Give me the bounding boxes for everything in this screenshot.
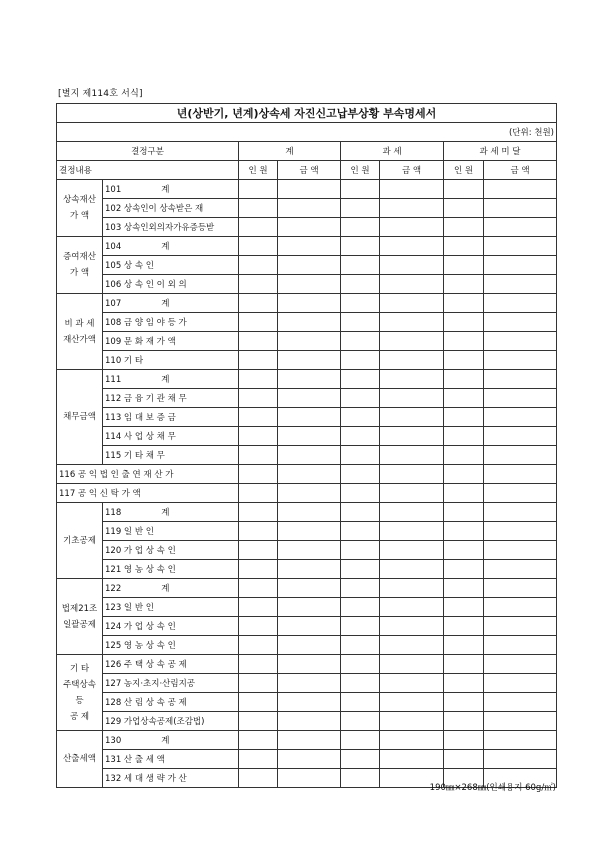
value-cell[interactable]	[239, 256, 278, 275]
item-label: 103 상속인외의자가유증등받	[103, 218, 239, 237]
category-label: 채무금액	[57, 370, 103, 465]
value-cell[interactable]	[341, 256, 380, 275]
value-cell[interactable]	[484, 541, 557, 560]
value-cell[interactable]	[278, 351, 341, 370]
table-row	[57, 484, 557, 503]
value-cell[interactable]	[341, 693, 380, 712]
value-cell[interactable]	[484, 636, 557, 655]
table-row	[57, 237, 557, 256]
value-cell[interactable]	[341, 275, 380, 294]
value-cell[interactable]	[484, 218, 557, 237]
value-cell[interactable]	[278, 389, 341, 408]
value-cell[interactable]	[484, 389, 557, 408]
value-cell[interactable]	[239, 655, 278, 674]
value-cell[interactable]	[444, 427, 484, 446]
item-label: 112 금 융 기 관 채 무	[103, 389, 239, 408]
value-cell[interactable]	[444, 674, 484, 693]
value-cell[interactable]	[278, 294, 341, 313]
subcol-header: 금 액	[484, 161, 557, 180]
value-cell[interactable]	[341, 237, 380, 256]
value-cell[interactable]	[380, 237, 444, 256]
value-cell[interactable]	[380, 465, 444, 484]
item-label	[103, 503, 239, 522]
value-cell[interactable]	[444, 484, 484, 503]
value-cell[interactable]	[341, 218, 380, 237]
value-cell[interactable]	[239, 674, 278, 693]
value-cell[interactable]	[278, 218, 341, 237]
paper-size-note: 190㎜×268㎜(인쇄용지 60g/㎡)	[429, 783, 556, 793]
value-cell[interactable]	[444, 218, 484, 237]
item-number: 104	[105, 242, 122, 252]
value-cell[interactable]	[278, 522, 341, 541]
item-label	[103, 180, 239, 199]
table-row	[57, 503, 557, 522]
value-cell[interactable]	[239, 560, 278, 579]
value-cell[interactable]	[484, 180, 557, 199]
table-row	[57, 332, 557, 351]
value-cell[interactable]	[239, 579, 278, 598]
value-cell[interactable]	[380, 408, 444, 427]
value-cell[interactable]	[341, 750, 380, 769]
value-cell[interactable]	[239, 693, 278, 712]
value-cell[interactable]	[380, 446, 444, 465]
value-cell[interactable]	[484, 693, 557, 712]
value-cell[interactable]	[341, 484, 380, 503]
value-cell[interactable]	[380, 541, 444, 560]
subcol-header: 금 액	[380, 161, 444, 180]
value-cell[interactable]	[278, 693, 341, 712]
value-cell[interactable]	[484, 579, 557, 598]
value-cell[interactable]	[444, 370, 484, 389]
value-cell[interactable]	[484, 731, 557, 750]
value-cell[interactable]	[380, 674, 444, 693]
item-label: 계	[161, 242, 170, 252]
value-cell[interactable]	[239, 636, 278, 655]
table-row	[57, 313, 557, 332]
value-cell[interactable]	[341, 199, 380, 218]
value-cell[interactable]	[444, 294, 484, 313]
value-cell[interactable]	[380, 579, 444, 598]
value-cell[interactable]	[239, 199, 278, 218]
table-row	[57, 560, 557, 579]
value-cell[interactable]	[444, 256, 484, 275]
value-cell[interactable]	[341, 503, 380, 522]
value-cell[interactable]	[278, 446, 341, 465]
value-cell[interactable]	[239, 351, 278, 370]
table-row	[57, 636, 557, 655]
value-cell[interactable]	[380, 199, 444, 218]
value-cell[interactable]	[341, 731, 380, 750]
value-cell[interactable]	[484, 598, 557, 617]
item-label: 120 가 업 상 속 인	[103, 541, 239, 560]
value-cell[interactable]	[380, 294, 444, 313]
table-row	[57, 579, 557, 598]
corner-top-label: 결정구분	[57, 142, 239, 161]
value-cell[interactable]	[341, 598, 380, 617]
item-number: 111	[105, 375, 122, 385]
value-cell[interactable]	[239, 427, 278, 446]
table-row	[57, 218, 557, 237]
value-cell[interactable]	[239, 408, 278, 427]
value-cell[interactable]	[278, 370, 341, 389]
table-row	[57, 541, 557, 560]
item-label: 109 문 화 재 가 액	[103, 332, 239, 351]
value-cell[interactable]	[239, 370, 278, 389]
value-cell[interactable]	[278, 313, 341, 332]
table-row	[57, 180, 557, 199]
value-cell[interactable]	[278, 180, 341, 199]
category-label: 기 타 주택상속 등 공 제	[57, 655, 103, 731]
item-label: 129 가업상속공제(조감법)	[103, 712, 239, 731]
item-label	[103, 731, 239, 750]
value-cell[interactable]	[239, 484, 278, 503]
value-cell[interactable]	[341, 712, 380, 731]
value-cell[interactable]	[278, 750, 341, 769]
value-cell[interactable]	[341, 332, 380, 351]
item-label: 계	[161, 508, 170, 518]
value-cell[interactable]	[444, 199, 484, 218]
form-number-label: [별지 제114호 서식]	[58, 89, 143, 99]
value-cell[interactable]	[444, 180, 484, 199]
value-cell[interactable]	[380, 275, 444, 294]
value-cell[interactable]	[444, 465, 484, 484]
value-cell[interactable]	[444, 408, 484, 427]
category-label: 산출세액	[57, 731, 103, 788]
value-cell[interactable]	[278, 237, 341, 256]
table-row	[57, 427, 557, 446]
table-row	[57, 731, 557, 750]
value-cell[interactable]	[444, 503, 484, 522]
value-cell[interactable]	[239, 294, 278, 313]
category-label: 법제21조 일괄공제	[57, 579, 103, 655]
category-label: 비 과 세 재산가액	[57, 294, 103, 370]
category-label: 증여재산 가 액	[57, 237, 103, 294]
value-cell[interactable]	[341, 674, 380, 693]
value-cell[interactable]	[278, 617, 341, 636]
value-cell[interactable]	[278, 731, 341, 750]
value-cell[interactable]	[239, 237, 278, 256]
value-cell[interactable]	[380, 617, 444, 636]
value-cell[interactable]	[341, 389, 380, 408]
value-cell[interactable]	[484, 617, 557, 636]
value-cell[interactable]	[380, 503, 444, 522]
value-cell[interactable]	[278, 256, 341, 275]
group-taxable: 과 세	[341, 142, 444, 161]
item-label: 114 사 업 상 채 무	[103, 427, 239, 446]
value-cell[interactable]	[484, 465, 557, 484]
value-cell[interactable]	[380, 389, 444, 408]
item-label	[103, 294, 239, 313]
value-cell[interactable]	[484, 560, 557, 579]
value-cell[interactable]	[444, 579, 484, 598]
value-cell[interactable]	[484, 275, 557, 294]
item-label: 124 가 업 상 속 인	[103, 617, 239, 636]
value-cell[interactable]	[484, 237, 557, 256]
item-label: 125 영 농 상 속 인	[103, 636, 239, 655]
value-cell[interactable]	[444, 617, 484, 636]
item-number: 118	[105, 508, 122, 518]
value-cell[interactable]	[444, 332, 484, 351]
value-cell[interactable]	[484, 674, 557, 693]
value-cell[interactable]	[444, 351, 484, 370]
item-label: 105 상 속 인	[103, 256, 239, 275]
value-cell[interactable]	[278, 636, 341, 655]
item-label: 119 일 반 인	[103, 522, 239, 541]
item-label: 계	[161, 584, 170, 594]
value-cell[interactable]	[278, 503, 341, 522]
value-cell[interactable]	[484, 408, 557, 427]
value-cell[interactable]	[380, 598, 444, 617]
table-row	[57, 617, 557, 636]
value-cell[interactable]	[484, 522, 557, 541]
value-cell[interactable]	[484, 712, 557, 731]
value-cell[interactable]	[484, 484, 557, 503]
item-label: 132 세 대 생 략 가 산	[103, 769, 239, 788]
item-label: 113 임 대 보 증 금	[103, 408, 239, 427]
item-label	[103, 237, 239, 256]
table-row	[57, 351, 557, 370]
item-label: 131 산 출 세 액	[103, 750, 239, 769]
value-cell[interactable]	[380, 750, 444, 769]
item-label	[103, 370, 239, 389]
value-cell[interactable]	[341, 313, 380, 332]
value-cell[interactable]	[341, 636, 380, 655]
item-number: 130	[105, 736, 122, 746]
value-cell[interactable]	[341, 522, 380, 541]
item-label: 123 일 반 인	[103, 598, 239, 617]
value-cell[interactable]	[239, 522, 278, 541]
value-cell[interactable]	[278, 560, 341, 579]
value-cell[interactable]	[484, 199, 557, 218]
value-cell[interactable]	[380, 370, 444, 389]
item-label: 계	[161, 736, 170, 746]
value-cell[interactable]	[444, 598, 484, 617]
table-row	[57, 712, 557, 731]
group-nontaxable: 과 세 미 달	[444, 142, 557, 161]
value-cell[interactable]	[278, 541, 341, 560]
value-cell[interactable]	[484, 294, 557, 313]
table-row	[57, 655, 557, 674]
value-cell[interactable]	[444, 446, 484, 465]
subcol-header: 인 원	[341, 161, 380, 180]
item-label: 102 상속인이 상속받은 재	[103, 199, 239, 218]
value-cell[interactable]	[484, 313, 557, 332]
value-cell[interactable]	[444, 313, 484, 332]
unit-label: (단위: 천원)	[57, 123, 557, 142]
value-cell[interactable]	[341, 560, 380, 579]
table-row	[57, 370, 557, 389]
value-cell[interactable]	[444, 636, 484, 655]
value-cell[interactable]	[380, 218, 444, 237]
table-row	[57, 199, 557, 218]
value-cell[interactable]	[444, 541, 484, 560]
value-cell[interactable]	[380, 522, 444, 541]
value-cell[interactable]	[239, 465, 278, 484]
value-cell[interactable]	[341, 427, 380, 446]
value-cell[interactable]	[341, 465, 380, 484]
item-label: 117 공 익 신 탁 가 액	[57, 484, 239, 503]
item-label: 116 공 익 법 인 출 연 재 산 가	[57, 465, 239, 484]
value-cell[interactable]	[484, 750, 557, 769]
value-cell[interactable]	[341, 541, 380, 560]
value-cell[interactable]	[239, 332, 278, 351]
value-cell[interactable]	[239, 617, 278, 636]
value-cell[interactable]	[341, 351, 380, 370]
value-cell[interactable]	[484, 332, 557, 351]
value-cell[interactable]	[380, 560, 444, 579]
group-total: 계	[239, 142, 341, 161]
value-cell[interactable]	[239, 750, 278, 769]
value-cell[interactable]	[341, 408, 380, 427]
value-cell[interactable]	[380, 427, 444, 446]
value-cell[interactable]	[239, 180, 278, 199]
value-cell[interactable]	[444, 712, 484, 731]
value-cell[interactable]	[278, 674, 341, 693]
value-cell[interactable]	[484, 351, 557, 370]
value-cell[interactable]	[380, 180, 444, 199]
value-cell[interactable]	[484, 446, 557, 465]
value-cell[interactable]	[278, 465, 341, 484]
value-cell[interactable]	[341, 180, 380, 199]
value-cell[interactable]	[380, 313, 444, 332]
value-cell[interactable]	[380, 484, 444, 503]
value-cell[interactable]	[444, 237, 484, 256]
item-label: 127 농지·초지·산림지공	[103, 674, 239, 693]
value-cell[interactable]	[341, 294, 380, 313]
table-row	[57, 256, 557, 275]
value-cell[interactable]	[341, 579, 380, 598]
value-cell[interactable]	[278, 712, 341, 731]
value-cell[interactable]	[380, 351, 444, 370]
item-number: 122	[105, 584, 122, 594]
statement-table	[56, 103, 557, 788]
value-cell[interactable]	[484, 655, 557, 674]
value-cell[interactable]	[239, 275, 278, 294]
value-cell[interactable]	[278, 199, 341, 218]
value-cell[interactable]	[278, 408, 341, 427]
item-number: 107	[105, 299, 122, 309]
value-cell[interactable]	[380, 332, 444, 351]
table-row	[57, 275, 557, 294]
value-cell[interactable]	[278, 579, 341, 598]
value-cell[interactable]	[444, 275, 484, 294]
value-cell[interactable]	[444, 750, 484, 769]
value-cell[interactable]	[341, 655, 380, 674]
value-cell[interactable]	[278, 655, 341, 674]
table-row	[57, 674, 557, 693]
corner-bottom-label: 결정내용	[57, 161, 239, 180]
item-label: 계	[161, 375, 170, 385]
table-row	[57, 294, 557, 313]
value-cell[interactable]	[444, 731, 484, 750]
value-cell[interactable]	[278, 275, 341, 294]
value-cell[interactable]	[484, 370, 557, 389]
value-cell[interactable]	[341, 446, 380, 465]
item-label: 128 산 림 상 속 공 제	[103, 693, 239, 712]
value-cell[interactable]	[278, 332, 341, 351]
item-label: 110 기 타	[103, 351, 239, 370]
value-cell[interactable]	[380, 636, 444, 655]
value-cell[interactable]	[239, 541, 278, 560]
value-cell[interactable]	[239, 446, 278, 465]
value-cell[interactable]	[444, 560, 484, 579]
subcol-header: 인 원	[239, 161, 278, 180]
item-label: 106 상 속 인 이 외 의	[103, 275, 239, 294]
item-label: 121 영 농 상 속 인	[103, 560, 239, 579]
value-cell[interactable]	[444, 389, 484, 408]
item-label	[103, 579, 239, 598]
item-label: 115 기 타 채 무	[103, 446, 239, 465]
value-cell[interactable]	[239, 503, 278, 522]
value-cell[interactable]	[484, 427, 557, 446]
value-cell[interactable]	[239, 313, 278, 332]
value-cell[interactable]	[239, 712, 278, 731]
value-cell[interactable]	[239, 218, 278, 237]
table-row	[57, 598, 557, 617]
value-cell[interactable]	[278, 484, 341, 503]
value-cell[interactable]	[341, 370, 380, 389]
value-cell[interactable]	[444, 522, 484, 541]
table-row	[57, 408, 557, 427]
table-row	[57, 446, 557, 465]
subcol-header: 인 원	[444, 161, 484, 180]
value-cell[interactable]	[444, 693, 484, 712]
table-row	[57, 750, 557, 769]
value-cell[interactable]	[239, 389, 278, 408]
value-cell[interactable]	[380, 712, 444, 731]
value-cell[interactable]	[380, 655, 444, 674]
subcol-header: 금 액	[278, 161, 341, 180]
value-cell[interactable]	[484, 256, 557, 275]
value-cell[interactable]	[380, 731, 444, 750]
value-cell[interactable]	[444, 655, 484, 674]
value-cell[interactable]	[278, 598, 341, 617]
value-cell[interactable]	[380, 256, 444, 275]
value-cell[interactable]	[341, 617, 380, 636]
table-row	[57, 693, 557, 712]
value-cell[interactable]	[239, 598, 278, 617]
item-label: 계	[161, 185, 170, 195]
table-row	[57, 465, 557, 484]
table-row	[57, 522, 557, 541]
table-row	[57, 389, 557, 408]
value-cell[interactable]	[484, 503, 557, 522]
value-cell[interactable]	[278, 427, 341, 446]
item-label: 126 주 택 상 속 공 제	[103, 655, 239, 674]
item-label: 계	[161, 299, 170, 309]
value-cell[interactable]	[380, 693, 444, 712]
value-cell[interactable]	[239, 731, 278, 750]
category-label: 기초공제	[57, 503, 103, 579]
form-title: 년(상반기, 년계)상속세 자진신고납부상황 부속명세서	[57, 104, 557, 123]
category-label: 상속재산 가 액	[57, 180, 103, 237]
item-label: 108 금 양 임 야 등 가	[103, 313, 239, 332]
item-number: 101	[105, 185, 122, 195]
